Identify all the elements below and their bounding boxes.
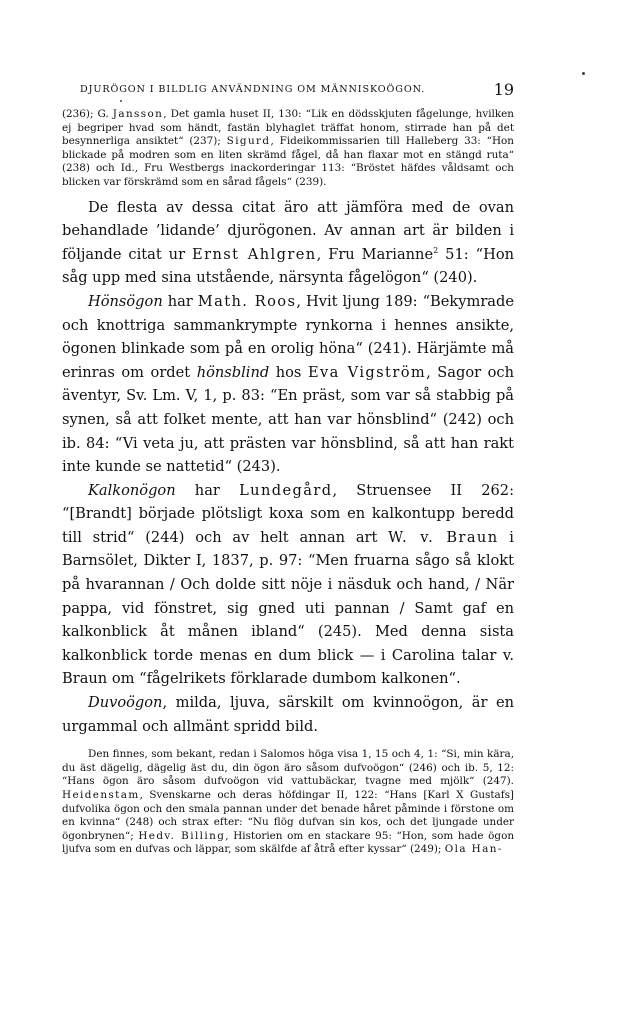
paragraph-bird-eyes: De flesta av dessa citat äro att jämföra med de ovan behandlade ’lidande’ djurögonen. Av annan art är bilden i följande citat ur Ernst Ahlgren, Fru Marianne$^2$ 51: “Hon såg upp med sina utstående, närsynta fågelögon“ (240). [62, 198, 515, 287]
term-word: hönsblind [196, 363, 270, 381]
author-name: Jansson [112, 108, 164, 120]
page-header [62, 80, 514, 102]
term-heading: Duvoögon [88, 694, 163, 712]
footnote-bottom: Den finnes, som bekant, redan i Salomos höga visa 1, 15 och 4, 1: “Si, min kära, du äst dägelig, dägelig äst du, din ögon äro såsom dufvoögon“ (246) och ib. 5, 12: “Hans ögon äro såsom dufvoögon vid vattubäckar, tvagne med mjölk“ (247). Heidenstam, Svenskarne och deras höfdingar II, 122: “Hans [Karl X Gustafs] dufvolika ögon och den smala pannan under det benade håret påminde i förstone om en kvinna“ (248) och strax efter: “Nu flög dufvan sin kos, och det ljungade under ögonbrynen“; Hedv. Billing, Historien om en stackare 95: “Hon, som hade ögon ljufva som en dufvas och läppar, som skälfde af åtrå efter kyssar“ (249); Ola Han- [62, 748, 515, 856]
footnote-continuation: (236); G. Jansson, Det gamla huset II, 130: “Lik en dödsskjuten fågelunge, hvilken ej begriper hvad som händt, fastän blyhaglet träffat honom, stirrade han på det besynnerliga ansiktet“ (237); Sigurd, Fideikommissarien till Halleberg 33: “Hon blickade på modren som en liten skrämd fågel, då han flaxar mot en stängd ruta“ (238) och Id., Fru Westbergs inackorderingar 113: “Bröstet häfdes våldsamt och blicken var förskrämd som en sårad fågels“ (239). [62, 108, 515, 188]
paragraph-dove-eyes: Duvoögon, milda, ljuva, särskilt om kvinnoögon, är en urgammal och allmänt spridd bild. [62, 694, 514, 735]
author-name: W. v. Braun [388, 528, 499, 546]
author-name: Hedv. Billing [138, 829, 226, 842]
author-name: Lundegård [239, 481, 333, 499]
page-number: 19 [493, 80, 514, 99]
term-heading: Hönsögon [88, 292, 163, 310]
edition-superscript: 2 [433, 245, 439, 255]
paragraph-turkey-eyes: Kalkonögon har Lundegård, Struensee II 262: “[Brandt] började plötsligt koxa som en kalkontupp beredd till strid“ (244) och av helt annan art W. v. Braun i Barnsölet, Dikter I, 1837, p. 97: “Men fruarna sågo så klokt på hvarannan / Och dolde sitt nöje i näsduk och hand, / När pappa, vid fönstret, sig gned uti pannan / Samt gaf en kalkonblick åt månen ibland“ (245). Med denna sista kalkonblick torde menas en dum blick — i Carolina talar v. Braun om “fågelrikets förklarade dumbom kalkonen“. [62, 481, 514, 688]
margin-speck [582, 72, 585, 75]
page [62, 80, 514, 857]
author-name: Eva Vigström [307, 363, 427, 381]
paragraph-hen-eyes: Hönsögon har Math. Roos, Hvit ljung 189: “Bekymrade och knottriga sammankrympte rynkorna i hennes ansikte, ögonen blinkade som på en orolig höna“ (241). Härjämte må erinras om ordet hönsblind hos Eva Vigström, Sagor och äventyr, Sv. Lm. V, 1, p. 83: “En präst, som var så stabbig på synen, så att folket mente, att han var hönsblind“ (242) och ib. 84: “Vi veta ju, att prästen var hönsblind, så att han rakt inte kunde se nattetid“ (243). [62, 292, 514, 476]
author-name: Ernst Ahlgren [192, 245, 317, 263]
running-title: DJURÖGON I BILDLIG ANVÄNDNING OM MÄNNISKOÖGON. [80, 84, 426, 95]
author-name: Heidenstam [62, 789, 140, 801]
author-name: Ola Han- [444, 843, 503, 856]
term-heading: Kalkonögon [88, 481, 176, 499]
author-name: Sigurd [226, 135, 271, 148]
author-name: Math. Roos [197, 292, 297, 310]
